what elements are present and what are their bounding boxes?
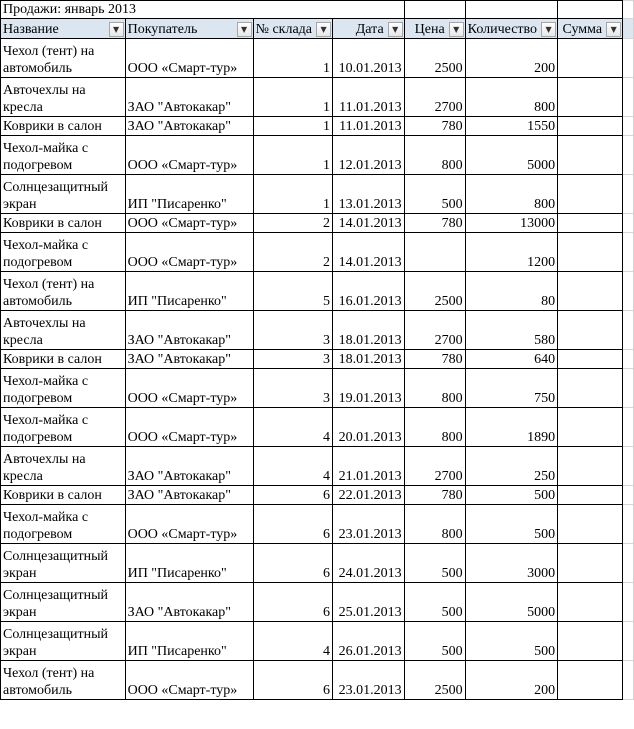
cell-warehouse[interactable]: 2 — [253, 233, 332, 272]
cell-quantity[interactable]: 3000 — [465, 544, 557, 583]
cell-sum[interactable] — [558, 486, 623, 505]
table-row — [1, 408, 634, 447]
cell-sum[interactable] — [558, 117, 623, 136]
header-date-label: Дата — [355, 22, 384, 37]
empty-cell[interactable] — [623, 136, 634, 175]
cell-buyer[interactable]: ООО «Смарт-тур» — [125, 408, 253, 447]
header-warehouse-label: № склада — [255, 22, 313, 37]
cell-date[interactable]: 23.01.2013 — [333, 505, 405, 544]
cell-warehouse[interactable]: 3 — [253, 311, 332, 350]
cell-sum[interactable] — [558, 661, 623, 700]
cell-sum[interactable] — [558, 311, 623, 350]
cell-price[interactable]: 2700 — [404, 311, 465, 350]
empty-cell[interactable] — [623, 661, 634, 700]
cell-date[interactable]: 24.01.2013 — [333, 544, 405, 583]
header-date[interactable] — [333, 19, 405, 39]
title-empty-cell[interactable] — [404, 1, 465, 19]
table-row — [1, 350, 634, 369]
cell-name[interactable]: Чехол-майка с подогревом — [1, 233, 126, 272]
cell-date[interactable]: 25.01.2013 — [333, 583, 405, 622]
empty-cell[interactable] — [623, 447, 634, 486]
title-row — [1, 1, 634, 19]
cell-sum[interactable] — [558, 369, 623, 408]
cell-sum[interactable] — [558, 175, 623, 214]
cell-name[interactable]: Солнцезащитный экран — [1, 583, 126, 622]
header-name-label: Название — [3, 22, 59, 37]
cell-quantity[interactable]: 1550 — [465, 117, 557, 136]
cell-quantity[interactable]: 750 — [465, 369, 557, 408]
cell-price[interactable]: 780 — [404, 350, 465, 369]
cell-buyer[interactable]: ООО «Смарт-тур» — [125, 369, 253, 408]
header-sum[interactable] — [558, 19, 623, 39]
cell-price[interactable]: 800 — [404, 408, 465, 447]
cell-name[interactable]: Коврики в салон — [1, 117, 126, 136]
cell-date[interactable]: 14.01.2013 — [333, 233, 405, 272]
cell-date[interactable]: 21.01.2013 — [333, 447, 405, 486]
cell-price[interactable]: 780 — [404, 117, 465, 136]
cell-sum[interactable] — [558, 408, 623, 447]
cell-warehouse[interactable]: 3 — [253, 369, 332, 408]
table-row — [1, 486, 634, 505]
cell-sum[interactable] — [558, 350, 623, 369]
cell-warehouse[interactable]: 1 — [253, 117, 332, 136]
header-price[interactable] — [404, 19, 465, 39]
cell-price[interactable]: 500 — [404, 544, 465, 583]
cell-sum[interactable] — [558, 136, 623, 175]
empty-cell[interactable] — [623, 78, 634, 117]
cell-quantity[interactable]: 250 — [465, 447, 557, 486]
cell-price[interactable]: 500 — [404, 175, 465, 214]
cell-buyer[interactable]: ИП "Писаренко" — [125, 272, 253, 311]
empty-cell[interactable] — [623, 19, 634, 39]
cell-buyer[interactable]: ЗАО "Автокакар" — [125, 350, 253, 369]
cell-sum[interactable] — [558, 583, 623, 622]
cell-sum[interactable] — [558, 39, 623, 78]
cell-name[interactable]: Чехол-майка с подогревом — [1, 505, 126, 544]
cell-sum[interactable] — [558, 505, 623, 544]
empty-cell[interactable] — [623, 622, 634, 661]
header-price-label: Цена — [414, 22, 445, 37]
header-name[interactable] — [1, 19, 126, 39]
cell-date[interactable]: 14.01.2013 — [333, 214, 405, 233]
cell-warehouse[interactable]: 4 — [253, 447, 332, 486]
cell-price[interactable]: 2500 — [404, 661, 465, 700]
title-empty-cell[interactable] — [558, 1, 623, 19]
table-row — [1, 447, 634, 486]
cell-buyer[interactable]: ЗАО "Автокакар" — [125, 78, 253, 117]
cell-sum[interactable] — [558, 78, 623, 117]
table-row — [1, 39, 634, 78]
table-row — [1, 233, 634, 272]
cell-quantity[interactable]: 1890 — [465, 408, 557, 447]
header-quantity-label: Количество — [467, 22, 538, 37]
cell-price[interactable]: 2500 — [404, 272, 465, 311]
cell-name[interactable]: Солнцезащитный экран — [1, 175, 126, 214]
cell-date[interactable]: 20.01.2013 — [333, 408, 405, 447]
table-row — [1, 661, 634, 700]
cell-quantity[interactable]: 640 — [465, 350, 557, 369]
title-empty-cell[interactable] — [465, 1, 557, 19]
cell-name[interactable]: Коврики в салон — [1, 214, 126, 233]
cell-quantity[interactable]: 5000 — [465, 136, 557, 175]
cell-sum[interactable] — [558, 544, 623, 583]
cell-name[interactable]: Коврики в салон — [1, 486, 126, 505]
cell-name[interactable]: Чехол (тент) на автомобиль — [1, 661, 126, 700]
empty-cell[interactable] — [623, 369, 634, 408]
filter-dropdown-icon[interactable]: ▼ — [541, 22, 556, 37]
cell-date[interactable]: 11.01.2013 — [333, 117, 405, 136]
cell-name[interactable]: Коврики в салон — [1, 350, 126, 369]
cell-buyer[interactable]: ЗАО "Автокакар" — [125, 311, 253, 350]
cell-price[interactable]: 800 — [404, 136, 465, 175]
cell-quantity[interactable]: 13000 — [465, 214, 557, 233]
empty-cell[interactable] — [623, 1, 634, 19]
cell-quantity[interactable]: 200 — [465, 661, 557, 700]
header-sum-label: Сумма — [562, 22, 603, 37]
cell-buyer[interactable]: ИП "Писаренко" — [125, 175, 253, 214]
cell-warehouse[interactable]: 6 — [253, 486, 332, 505]
sheet-title-cell[interactable] — [1, 1, 405, 19]
empty-cell[interactable] — [623, 233, 634, 272]
cell-name[interactable]: Чехол (тент) на автомобиль — [1, 272, 126, 311]
cell-name[interactable]: Авточехлы на кресла — [1, 78, 126, 117]
empty-cell[interactable] — [623, 311, 634, 350]
cell-name[interactable]: Авточехлы на кресла — [1, 311, 126, 350]
empty-cell[interactable] — [623, 175, 634, 214]
cell-sum[interactable] — [558, 233, 623, 272]
filter-dropdown-icon[interactable]: ▼ — [449, 22, 464, 37]
filter-dropdown-icon[interactable]: ▼ — [388, 22, 403, 37]
cell-sum[interactable] — [558, 622, 623, 661]
cell-warehouse[interactable]: 1 — [253, 175, 332, 214]
cell-date[interactable]: 16.01.2013 — [333, 272, 405, 311]
empty-cell[interactable] — [623, 117, 634, 136]
cell-name[interactable]: Солнцезащитный экран — [1, 544, 126, 583]
cell-warehouse[interactable]: 2 — [253, 214, 332, 233]
table-row — [1, 175, 634, 214]
cell-buyer[interactable]: ИП "Писаренко" — [125, 544, 253, 583]
table-row — [1, 583, 634, 622]
cell-quantity[interactable]: 500 — [465, 505, 557, 544]
filter-dropdown-icon[interactable]: ▼ — [237, 22, 252, 37]
cell-date[interactable]: 23.01.2013 — [333, 661, 405, 700]
cell-date[interactable]: 22.01.2013 — [333, 486, 405, 505]
table-row — [1, 78, 634, 117]
header-quantity[interactable] — [465, 19, 557, 39]
empty-cell[interactable] — [623, 272, 634, 311]
cell-buyer[interactable]: ООО «Смарт-тур» — [125, 214, 253, 233]
cell-buyer[interactable]: ООО «Смарт-тур» — [125, 39, 253, 78]
cell-date[interactable]: 13.01.2013 — [333, 175, 405, 214]
cell-warehouse[interactable]: 4 — [253, 408, 332, 447]
cell-warehouse[interactable]: 4 — [253, 622, 332, 661]
cell-quantity[interactable]: 800 — [465, 78, 557, 117]
cell-buyer[interactable]: ООО «Смарт-тур» — [125, 136, 253, 175]
cell-buyer[interactable]: ЗАО "Автокакар" — [125, 486, 253, 505]
cell-date[interactable]: 18.01.2013 — [333, 311, 405, 350]
cell-buyer[interactable]: ООО «Смарт-тур» — [125, 505, 253, 544]
table-row — [1, 272, 634, 311]
cell-quantity[interactable]: 580 — [465, 311, 557, 350]
cell-warehouse[interactable]: 6 — [253, 661, 332, 700]
filter-dropdown-icon[interactable]: ▼ — [109, 22, 124, 37]
cell-buyer[interactable]: ООО «Смарт-тур» — [125, 661, 253, 700]
table-row — [1, 136, 634, 175]
cell-quantity[interactable]: 80 — [465, 272, 557, 311]
cell-date[interactable]: 18.01.2013 — [333, 350, 405, 369]
cell-warehouse[interactable]: 1 — [253, 78, 332, 117]
cell-name[interactable]: Чехол-майка с подогревом — [1, 136, 126, 175]
cell-quantity[interactable]: 500 — [465, 622, 557, 661]
cell-price[interactable]: 800 — [404, 369, 465, 408]
cell-date[interactable]: 26.01.2013 — [333, 622, 405, 661]
cell-price[interactable]: 2500 — [404, 39, 465, 78]
cell-name[interactable]: Авточехлы на кресла — [1, 447, 126, 486]
cell-date[interactable]: 12.01.2013 — [333, 136, 405, 175]
cell-name[interactable]: Чехол-майка с подогревом — [1, 408, 126, 447]
filter-dropdown-icon[interactable]: ▼ — [316, 22, 331, 37]
cell-price[interactable]: 2700 — [404, 447, 465, 486]
sheet-title: Продажи: январь 2013 — [3, 2, 137, 17]
filter-dropdown-icon[interactable]: ▼ — [606, 22, 621, 37]
cell-quantity[interactable]: 500 — [465, 486, 557, 505]
empty-cell[interactable] — [623, 486, 634, 505]
cell-warehouse[interactable]: 1 — [253, 39, 332, 78]
table-row — [1, 117, 634, 136]
cell-quantity[interactable]: 1200 — [465, 233, 557, 272]
empty-cell[interactable] — [623, 583, 634, 622]
header-row — [1, 19, 634, 39]
cell-sum[interactable] — [558, 214, 623, 233]
table-row — [1, 622, 634, 661]
cell-warehouse[interactable]: 3 — [253, 350, 332, 369]
cell-name[interactable]: Чехол-майка с подогревом — [1, 369, 126, 408]
empty-cell[interactable] — [623, 39, 634, 78]
empty-cell[interactable] — [623, 505, 634, 544]
header-buyer[interactable] — [125, 19, 253, 39]
cell-buyer[interactable]: ООО «Смарт-тур» — [125, 233, 253, 272]
empty-cell[interactable] — [623, 544, 634, 583]
cell-name[interactable]: Солнцезащитный экран — [1, 622, 126, 661]
cell-name[interactable]: Чехол (тент) на автомобиль — [1, 39, 126, 78]
cell-buyer[interactable]: ЗАО "Автокакар" — [125, 117, 253, 136]
cell-sum[interactable] — [558, 447, 623, 486]
cell-warehouse[interactable]: 6 — [253, 505, 332, 544]
cell-date[interactable]: 10.01.2013 — [333, 39, 405, 78]
table-row — [1, 369, 634, 408]
table-row — [1, 505, 634, 544]
cell-buyer[interactable]: ИП "Писаренко" — [125, 622, 253, 661]
header-warehouse[interactable] — [253, 19, 332, 39]
table-row — [1, 544, 634, 583]
cell-buyer[interactable]: ЗАО "Автокакар" — [125, 447, 253, 486]
cell-price[interactable]: 780 — [404, 486, 465, 505]
cell-warehouse[interactable]: 6 — [253, 544, 332, 583]
cell-date[interactable]: 11.01.2013 — [333, 78, 405, 117]
cell-price[interactable]: 500 — [404, 583, 465, 622]
cell-quantity[interactable]: 800 — [465, 175, 557, 214]
cell-price[interactable]: 800 — [404, 505, 465, 544]
empty-cell[interactable] — [623, 408, 634, 447]
cell-price[interactable]: 780 — [404, 214, 465, 233]
empty-cell[interactable] — [623, 350, 634, 369]
table-row — [1, 311, 634, 350]
cell-quantity[interactable]: 5000 — [465, 583, 557, 622]
header-buyer-label: Покупатель — [127, 22, 198, 37]
cell-warehouse[interactable]: 1 — [253, 136, 332, 175]
cell-sum[interactable] — [558, 272, 623, 311]
empty-cell[interactable] — [623, 214, 634, 233]
cell-quantity[interactable]: 200 — [465, 39, 557, 78]
cell-buyer[interactable]: ЗАО "Автокакар" — [125, 583, 253, 622]
cell-price[interactable]: 500 — [404, 622, 465, 661]
cell-date[interactable]: 19.01.2013 — [333, 369, 405, 408]
table-row — [1, 214, 634, 233]
cell-warehouse[interactable]: 6 — [253, 583, 332, 622]
cell-price[interactable] — [404, 233, 465, 272]
cell-warehouse[interactable]: 5 — [253, 272, 332, 311]
cell-price[interactable]: 2700 — [404, 78, 465, 117]
